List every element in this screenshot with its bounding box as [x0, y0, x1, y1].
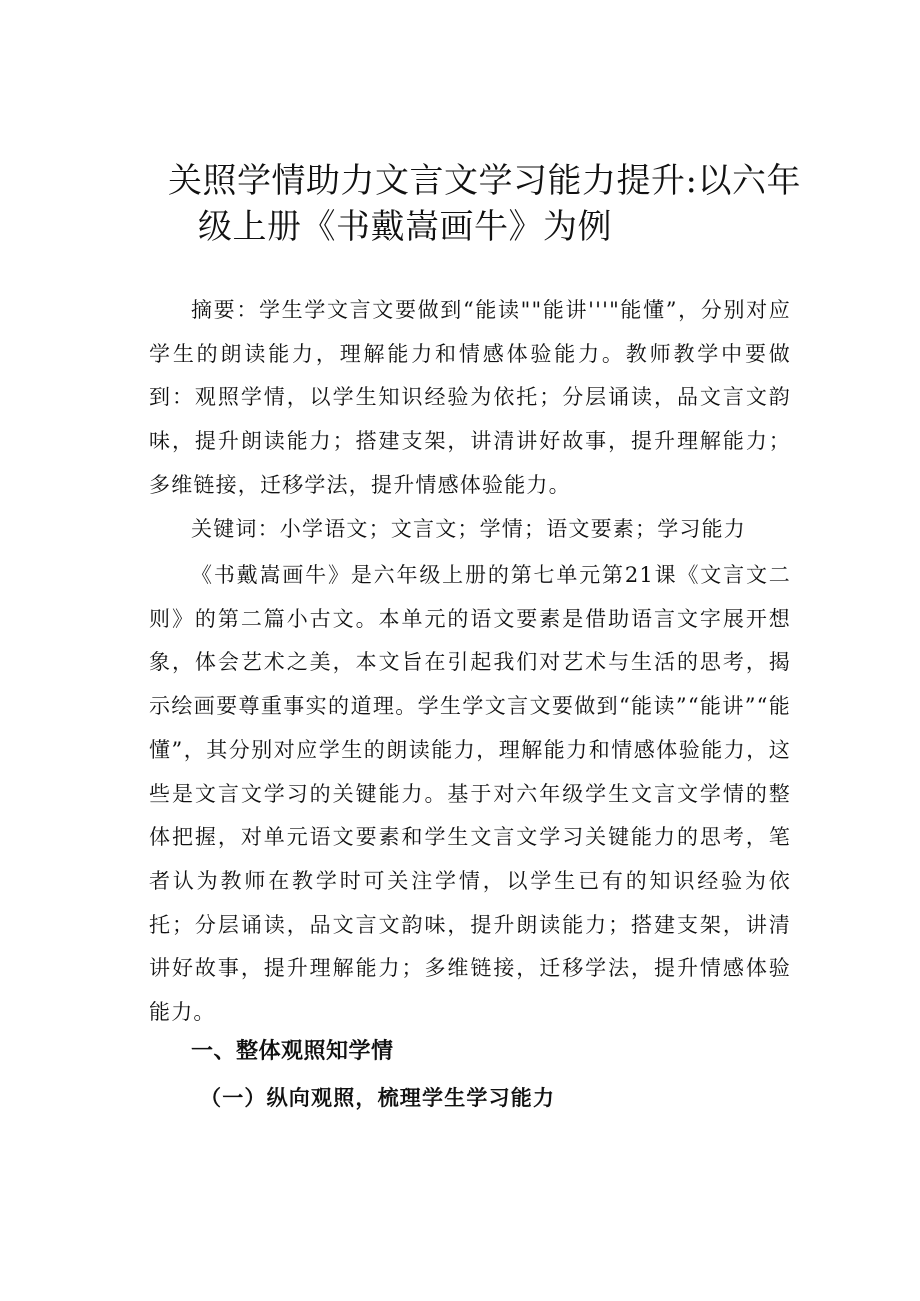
keywords-line: 关键词：小学语文；文言文；学情；语文要素；学习能力 [191, 517, 746, 541]
abstract-paragraph: 摘要：学生学文言文要做到“能读""能讲'''"能懂”，分别对应学生的朗读能力，理解能力和情感体验能力。教师教学中要做到：观照学情，以学生知识经验为依托；分层诵读，品文言文韵味，提升朗读能力；搭建支架，讲清讲好故事，提升理解能力；多维链接，迁移学法，提升情感体验能力。 [149, 298, 791, 497]
title-line-2: 级上册《书戴嵩画牛》为例 [198, 207, 612, 247]
intro-paragraph: 《书戴嵩画牛》是六年级上册的第七单元第21课《文言文二则》的第二篇小古文。本单元的语文要素是借助语言文字展开想象，体会艺术之美，本文旨在引起我们对艺术与生活的思考，揭示绘画要尊重事实的道理。学生学文言文要做到“能读”“能讲”“能懂”，其分别对应学生的朗读能力，理解能力和情感体验能力，这些是文言文学习的关键能力。基于对六年级学生文言文学情的整体把握，对单元语文要素和学生文言文学习关键能力的思考，笔者认为教师在教学时可关注学情，以学生已有的知识经验为依托；分层诵读，品文言文韵味，提升朗读能力；搭建支架，讲清讲好故事，提升理解能力；多维链接，迁移学法，提升情感体验能力。 [149, 563, 791, 1025]
section-heading-1: 一、整体观照知学情 [191, 1039, 394, 1064]
title-line-1: 关照学情助力文言文学习能力提升:以六年 [168, 161, 801, 201]
document-title [168, 158, 818, 250]
subsection-heading-1: （一）纵向观照，梳理学生学习能力 [200, 1085, 556, 1110]
